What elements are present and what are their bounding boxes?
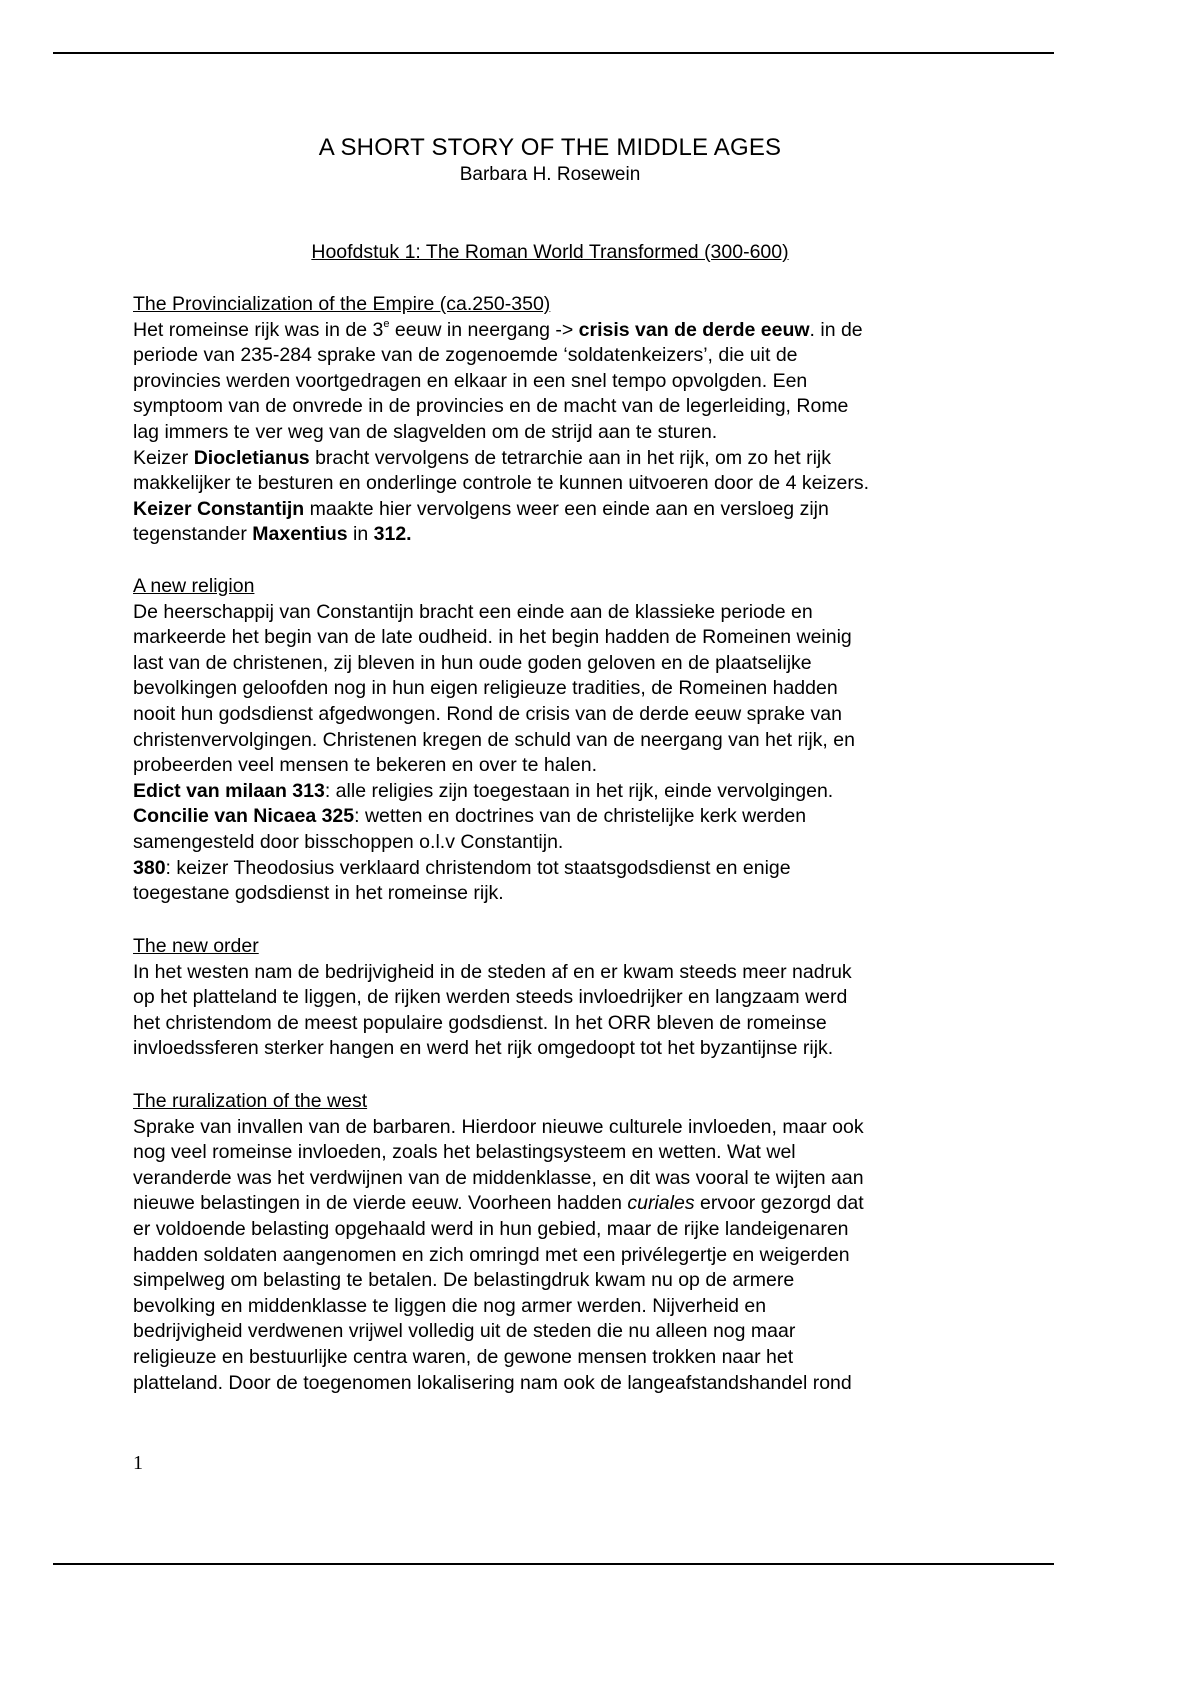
paragraph-line: probeerden veel mensen te bekeren en over te halen. [133, 754, 597, 777]
bold-term: Maxentius [252, 523, 348, 546]
section-provincialization [133, 292, 993, 548]
paragraph-line: Sprake van invallen van de barbaren. Hierdoor nieuwe culturele invloeden, maar ook [133, 1115, 864, 1138]
bold-term: Keizer Constantijn [133, 497, 305, 520]
paragraph-line [133, 779, 993, 805]
paragraph-line: periode van 235-284 sprake van de zogenoemde ‘soldatenkeizers’, die uit de [133, 344, 798, 367]
paragraph-line: samengesteld door bisschoppen o.l.v Constantijn. [133, 830, 564, 853]
paragraph-line: religieuze en bestuurlijke centra waren, de gewone mensen trokken naar het [133, 1345, 794, 1368]
paragraph-line: markeerde het begin van de late oudheid. in het begin hadden de Romeinen weinig [133, 626, 852, 649]
paragraph-line [133, 856, 993, 882]
paragraph-line: invloedssferen sterker hangen en werd het rijk omgedoopt tot het byzantijnse rijk. [133, 1037, 834, 1060]
paragraph-line: bedrijvigheid verdwenen vrijwel volledig uit de steden die nu alleen nog maar [133, 1320, 796, 1343]
section-heading: A new religion [133, 575, 255, 597]
bold-term: Concilie van Nicaea 325 [133, 805, 355, 828]
chapter-heading: Hoofdstuk 1: The Roman World Transformed (300-600) [311, 241, 789, 263]
paragraph-line: op het platteland te liggen, de rijken werden steeds invloedrijker en langzaam werd [133, 986, 848, 1009]
bold-term: crisis van de derde eeuw [578, 318, 810, 341]
paragraph-line: hadden soldaten aangenomen en zich omringd met een privélegertje en weigerden [133, 1243, 850, 1266]
text-run: Het romeinse rijk was in de 3 [133, 318, 384, 341]
text-run: Keizer [133, 446, 194, 469]
paragraph-line: bevolkingen geloofden nog in hun eigen religieuze tradities, de Romeinen hadden [133, 677, 838, 700]
page-number: 1 [133, 1452, 143, 1474]
text-run: maakte hier vervolgens weer een einde aan en versloeg zijn [304, 497, 829, 520]
paragraph-line: christenvervolgingen. Christenen kregen de schuld van de neergang van het rijk, en [133, 728, 855, 751]
paragraph-line: bevolking en middenklasse te liggen die nog armer werden. Nijverheid en [133, 1294, 767, 1317]
paragraph-line: lag immers te ver weg van de slagvelden om de strijd aan te sturen. [133, 420, 718, 443]
section-new-religion [133, 574, 993, 907]
bottom-rule [53, 1563, 1054, 1565]
bold-term: 380 [133, 856, 166, 879]
paragraph-line: platteland. Door de toegenomen lokalisering nam ook de langeafstandshandel rond [133, 1371, 852, 1394]
section-ruralization [133, 1089, 993, 1396]
text-run: . in de [809, 318, 863, 341]
italic-term: curiales [627, 1192, 695, 1215]
text-run: ervoor gezorgd dat [694, 1192, 864, 1215]
paragraph-line: toegestane godsdienst in het romeinse rijk. [133, 882, 504, 905]
text-run: in [347, 523, 374, 546]
text-run: : wetten en doctrines van de christelijke kerk werden [354, 805, 807, 828]
document-author: Barbara H. Rosewein [459, 164, 641, 185]
text-run: : keizer Theodosius verklaard christendom tot staatsgodsdienst en enige [165, 856, 791, 879]
section-new-order [133, 934, 993, 1062]
text-run: bracht vervolgens de tetrarchie aan in het rijk, om zo het rijk [309, 446, 831, 469]
paragraph-line: er voldoende belasting opgehaald werd in hun gebied, maar de rijke landeigenaren [133, 1217, 849, 1240]
section-heading: The Provincialization of the Empire (ca.250-350) [133, 293, 551, 315]
paragraph-line: De heerschappij van Constantijn bracht een einde aan de klassieke periode en [133, 600, 813, 623]
top-rule [53, 52, 1054, 54]
paragraph-line: nooit hun godsdienst afgedwongen. Rond de crisis van de derde eeuw sprake van [133, 702, 842, 725]
section-heading: The new order [133, 935, 259, 957]
text-run: nieuwe belastingen in de vierde eeuw. Voorheen hadden [133, 1192, 628, 1215]
superscript: e [383, 318, 390, 331]
paragraph-line: last van de christenen, zij bleven in hun oude goden geloven en de plaatselijke [133, 651, 812, 674]
bold-term: 312. [373, 523, 412, 546]
paragraph-line [133, 804, 993, 830]
paragraph-line: In het westen nam de bedrijvigheid in de steden af en er kwam steeds meer nadruk [133, 960, 852, 983]
bold-term: Diocletianus [193, 446, 310, 469]
paragraph-line: makkelijker te besturen en onderlinge controle te kunnen uitvoeren door de 4 keizers. [133, 472, 870, 495]
bold-term: Edict van milaan 313 [133, 779, 325, 802]
paragraph-line: nog veel romeinse invloeden, zoals het belastingsysteem en wetten. Wat wel [133, 1141, 796, 1164]
paragraph-line: simpelweg om belasting te betalen. De belastingdruk kwam nu op de armere [133, 1269, 795, 1292]
document-title: A SHORT STORY OF THE MIDDLE AGES [318, 134, 782, 161]
paragraph-line [133, 522, 993, 548]
paragraph-line [133, 497, 993, 523]
paragraph-line [133, 1191, 993, 1217]
paragraph-line: symptoom van de onvrede in de provincies en de macht van de legerleiding, Rome [133, 395, 849, 418]
text-run: eeuw in neergang -> [389, 318, 579, 341]
text-run: tegenstander [133, 523, 253, 546]
paragraph-line: veranderde was het verdwijnen van de middenklasse, en dit was vooral te wijten aan [133, 1166, 864, 1189]
paragraph-line [133, 318, 993, 344]
paragraph-line [133, 446, 993, 472]
paragraph-line: het christendom de meest populaire godsdienst. In het ORR bleven de romeinse [133, 1011, 827, 1034]
section-heading: The ruralization of the west [133, 1090, 368, 1112]
paragraph-line: provincies werden voortgedragen en elkaar in een snel tempo opvolgden. Een [133, 369, 808, 392]
text-run: : alle religies zijn toegestaan in het rijk, einde vervolgingen. [324, 779, 834, 802]
